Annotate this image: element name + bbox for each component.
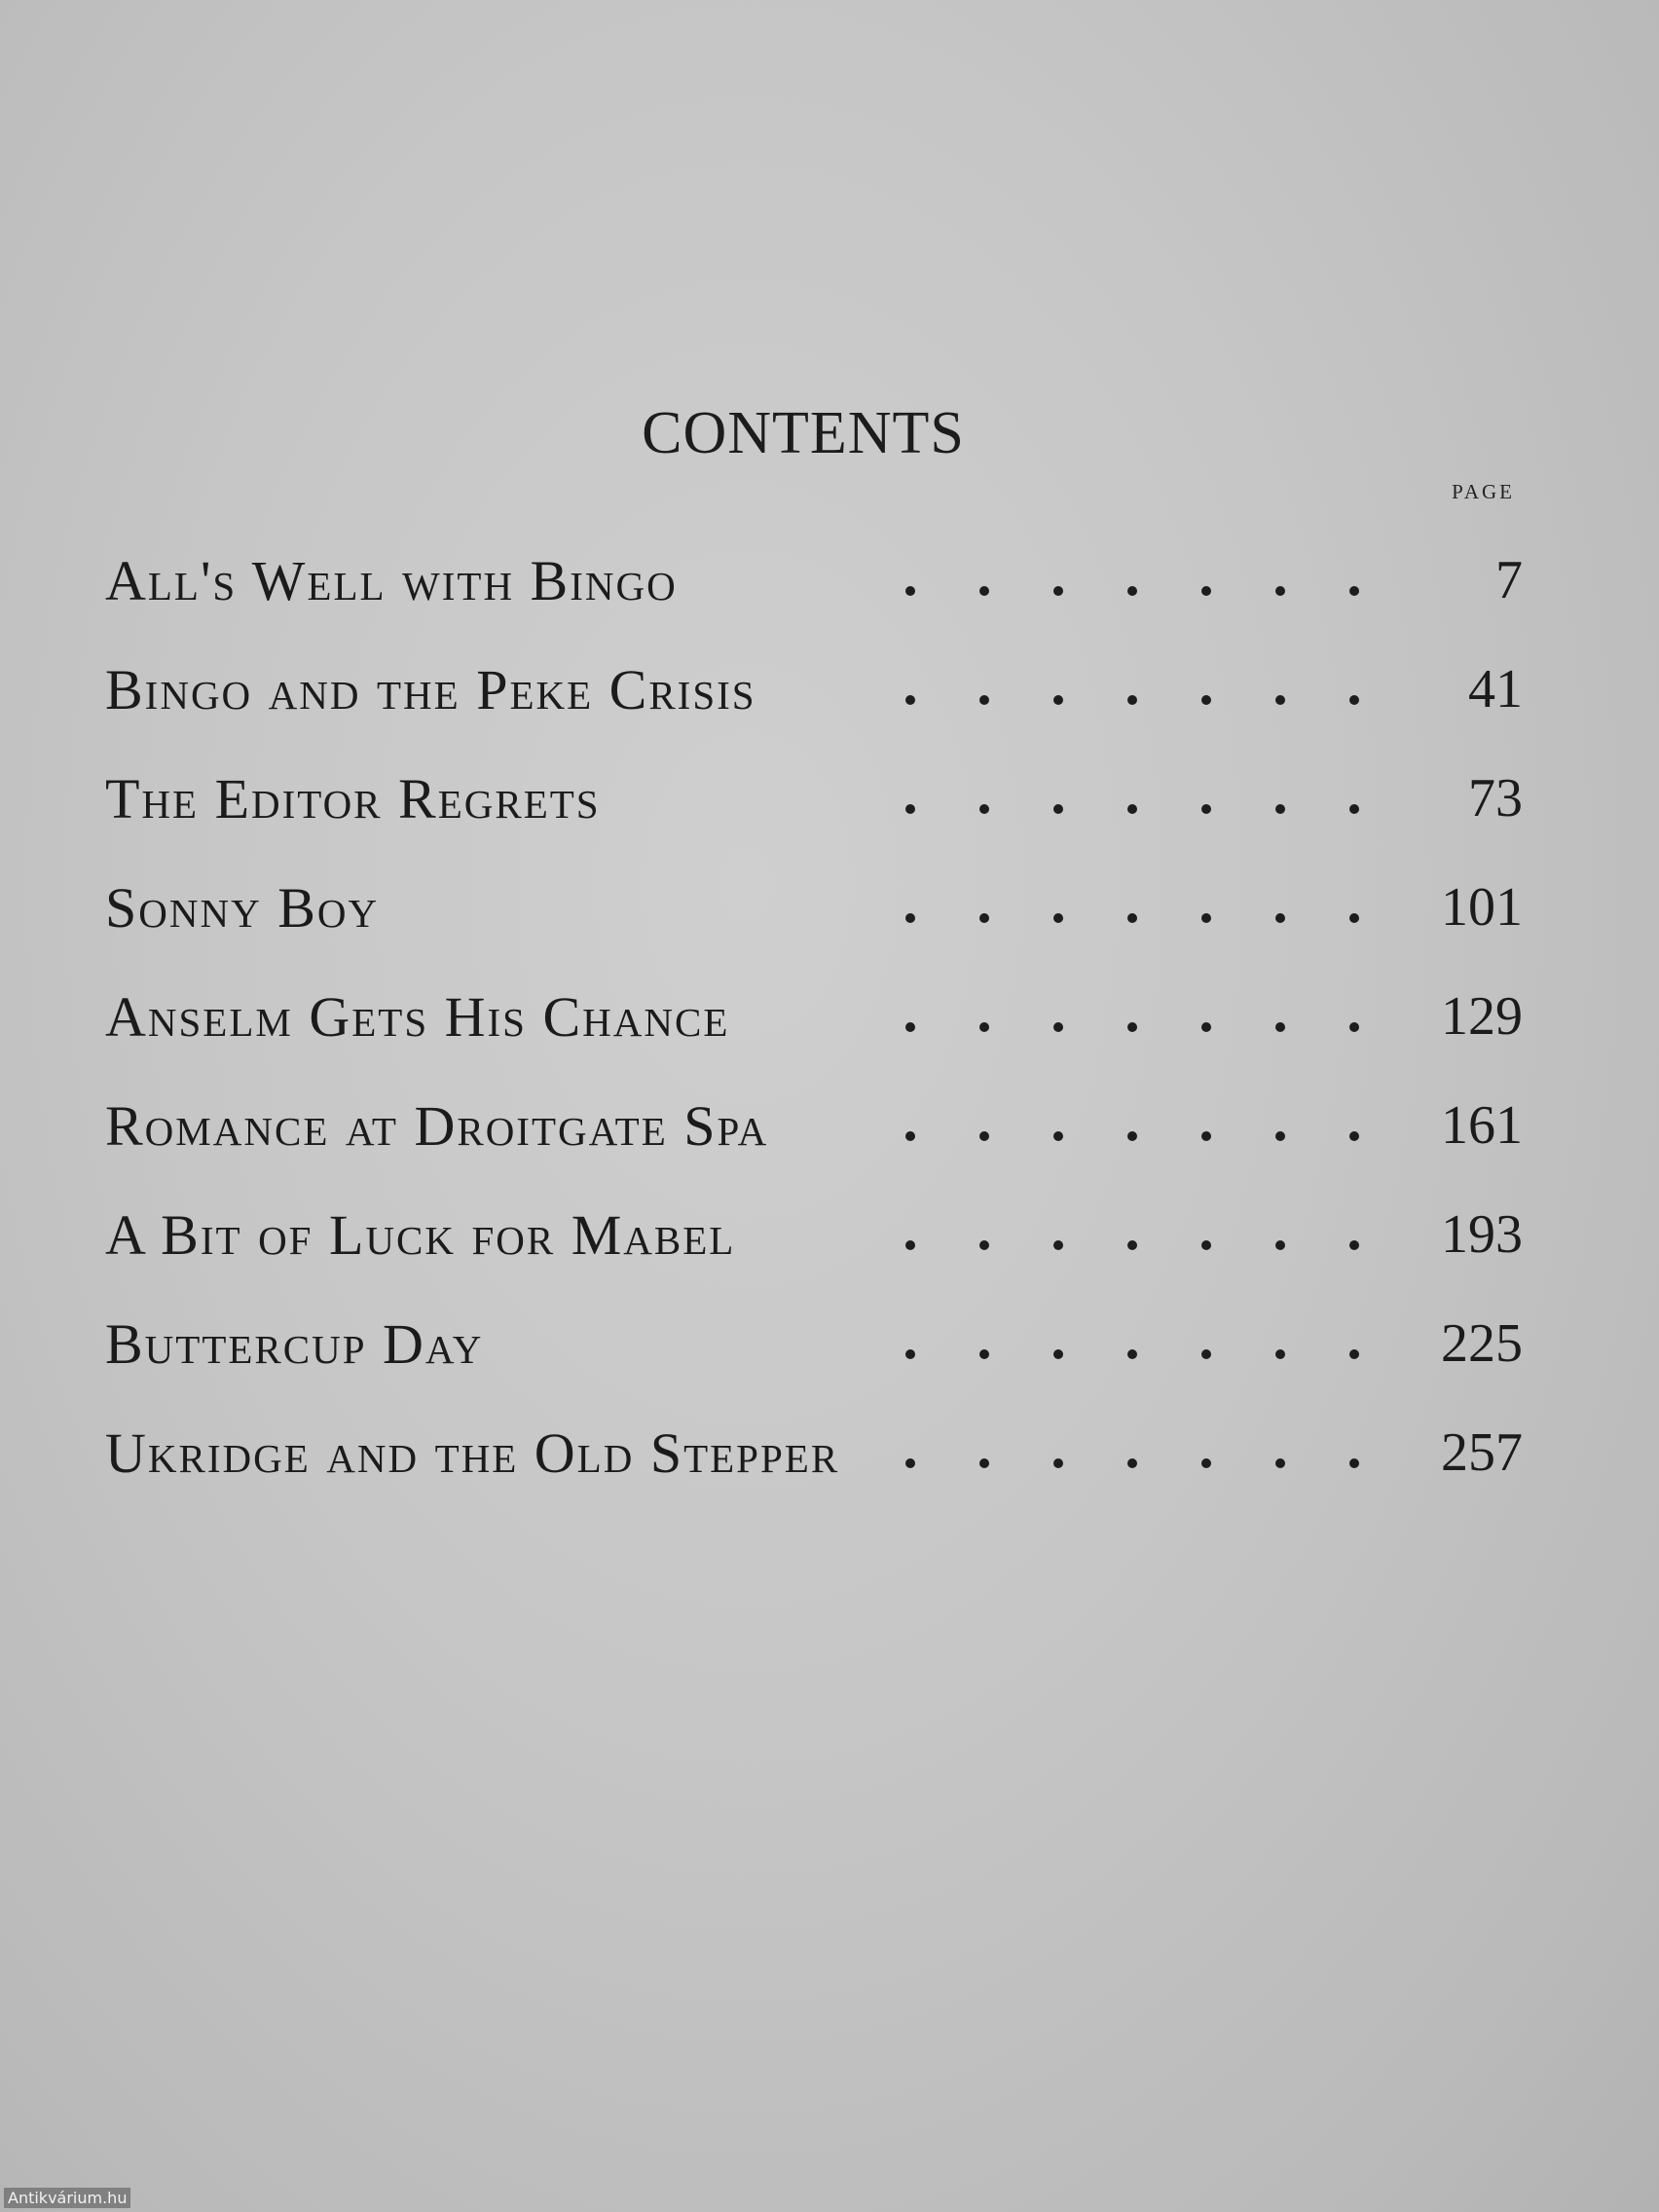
watermark: Antikvárium.hu — [4, 2188, 130, 2208]
toc-entry — [105, 635, 1523, 744]
toc-entry-title: Bingo and the Peke Crisis — [105, 657, 756, 721]
leader-dot — [1349, 1131, 1359, 1141]
toc-entry — [105, 744, 1523, 853]
leader-dot — [1127, 1022, 1137, 1032]
toc-entry-title: A Bit of Luck for Mabel — [105, 1202, 736, 1267]
leader-dot — [979, 1131, 989, 1141]
leader-dot — [979, 804, 989, 814]
leader-dot — [905, 1131, 915, 1141]
toc-entry — [105, 526, 1523, 635]
leader-dot — [905, 1022, 915, 1032]
page-column-label: page — [1452, 473, 1515, 505]
leader-dot — [1127, 586, 1137, 596]
leader-dot — [1127, 804, 1137, 814]
dot-leader — [756, 660, 1406, 719]
leader-dot — [1201, 695, 1211, 705]
leader-dot — [979, 1022, 989, 1032]
leader-dot — [1275, 1022, 1285, 1032]
leader-dot — [905, 1240, 915, 1250]
toc-entry-title: Ukridge and the Old Stepper — [105, 1420, 840, 1485]
leader-dot — [979, 695, 989, 705]
leader-dot — [1053, 1458, 1063, 1468]
leader-dot — [1201, 913, 1211, 923]
toc-entry-title: Romance at Droitgate Spa — [105, 1093, 769, 1158]
leader-dot — [1349, 1458, 1359, 1468]
toc-entry-page: 101 — [1441, 877, 1523, 938]
dot-leader — [678, 551, 1406, 609]
toc-entry-title: Buttercup Day — [105, 1311, 484, 1376]
leader-dot — [1275, 695, 1285, 705]
leader-dot — [1201, 1349, 1211, 1359]
leader-dot — [1275, 1131, 1285, 1141]
leader-dot — [1053, 1131, 1063, 1141]
leader-dot — [1275, 586, 1285, 596]
leader-dot — [1349, 586, 1359, 596]
toc-entry-page: 193 — [1441, 1204, 1523, 1265]
leader-dot — [979, 913, 989, 923]
leader-dot — [1201, 1131, 1211, 1141]
dot-leader — [601, 769, 1406, 828]
toc-entry-title: Sonny Boy — [105, 875, 380, 940]
leader-dot — [1201, 586, 1211, 596]
leader-dot — [905, 913, 915, 923]
leader-dot — [905, 1458, 915, 1468]
toc-entry-page: 7 — [1495, 550, 1523, 610]
toc-entry-title: All's Well with Bingo — [105, 548, 678, 612]
leader-dot — [1127, 695, 1137, 705]
dot-leader — [839, 1423, 1406, 1482]
leader-dot — [1349, 1349, 1359, 1359]
dot-leader — [768, 1096, 1406, 1155]
leader-dot — [1127, 1349, 1137, 1359]
leader-dot — [1201, 1240, 1211, 1250]
toc-entry — [105, 1180, 1523, 1289]
leader-dot — [1053, 695, 1063, 705]
dot-leader — [379, 878, 1406, 937]
leader-dot — [905, 586, 915, 596]
toc-entry-page: 73 — [1468, 768, 1523, 829]
leader-dot — [1349, 804, 1359, 814]
toc-entry-title: Anselm Gets His Chance — [105, 984, 730, 1049]
leader-dot — [1053, 1240, 1063, 1250]
table-of-contents — [105, 526, 1523, 1507]
leader-dot — [1053, 1349, 1063, 1359]
toc-entry — [105, 962, 1523, 1071]
toc-entry — [105, 1071, 1523, 1180]
leader-dot — [1275, 1349, 1285, 1359]
leader-dot — [1275, 1458, 1285, 1468]
leader-dot — [1127, 1240, 1137, 1250]
leader-dot — [979, 1349, 989, 1359]
leader-dot — [1275, 804, 1285, 814]
toc-entry-title: The Editor Regrets — [105, 766, 601, 830]
dot-leader — [735, 1205, 1406, 1264]
toc-entry-page: 129 — [1441, 986, 1523, 1047]
toc-entry-page: 41 — [1468, 659, 1523, 719]
toc-entry — [105, 1289, 1523, 1398]
leader-dot — [1275, 913, 1285, 923]
toc-entry — [105, 1398, 1523, 1507]
leader-dot — [979, 1240, 989, 1250]
toc-entry-page: 257 — [1441, 1422, 1523, 1483]
leader-dot — [1127, 1458, 1137, 1468]
leader-dot — [1053, 804, 1063, 814]
leader-dot — [1127, 1131, 1137, 1141]
leader-dot — [905, 695, 915, 705]
leader-dot — [1275, 1240, 1285, 1250]
leader-dot — [1201, 1458, 1211, 1468]
dot-leader — [729, 987, 1406, 1046]
leader-dot — [1053, 586, 1063, 596]
dot-leader — [483, 1314, 1406, 1373]
leader-dot — [1349, 913, 1359, 923]
leader-dot — [1053, 1022, 1063, 1032]
leader-dot — [979, 586, 989, 596]
leader-dot — [1349, 1240, 1359, 1250]
leader-dot — [905, 804, 915, 814]
leader-dot — [1349, 1022, 1359, 1032]
toc-entry-page: 225 — [1441, 1313, 1523, 1374]
contents-heading: CONTENTS — [642, 400, 965, 466]
leader-dot — [905, 1349, 915, 1359]
leader-dot — [1201, 804, 1211, 814]
leader-dot — [1053, 913, 1063, 923]
leader-dot — [979, 1458, 989, 1468]
toc-entry — [105, 853, 1523, 962]
leader-dot — [1201, 1022, 1211, 1032]
leader-dot — [1127, 913, 1137, 923]
toc-entry-page: 161 — [1441, 1095, 1523, 1156]
leader-dot — [1349, 695, 1359, 705]
